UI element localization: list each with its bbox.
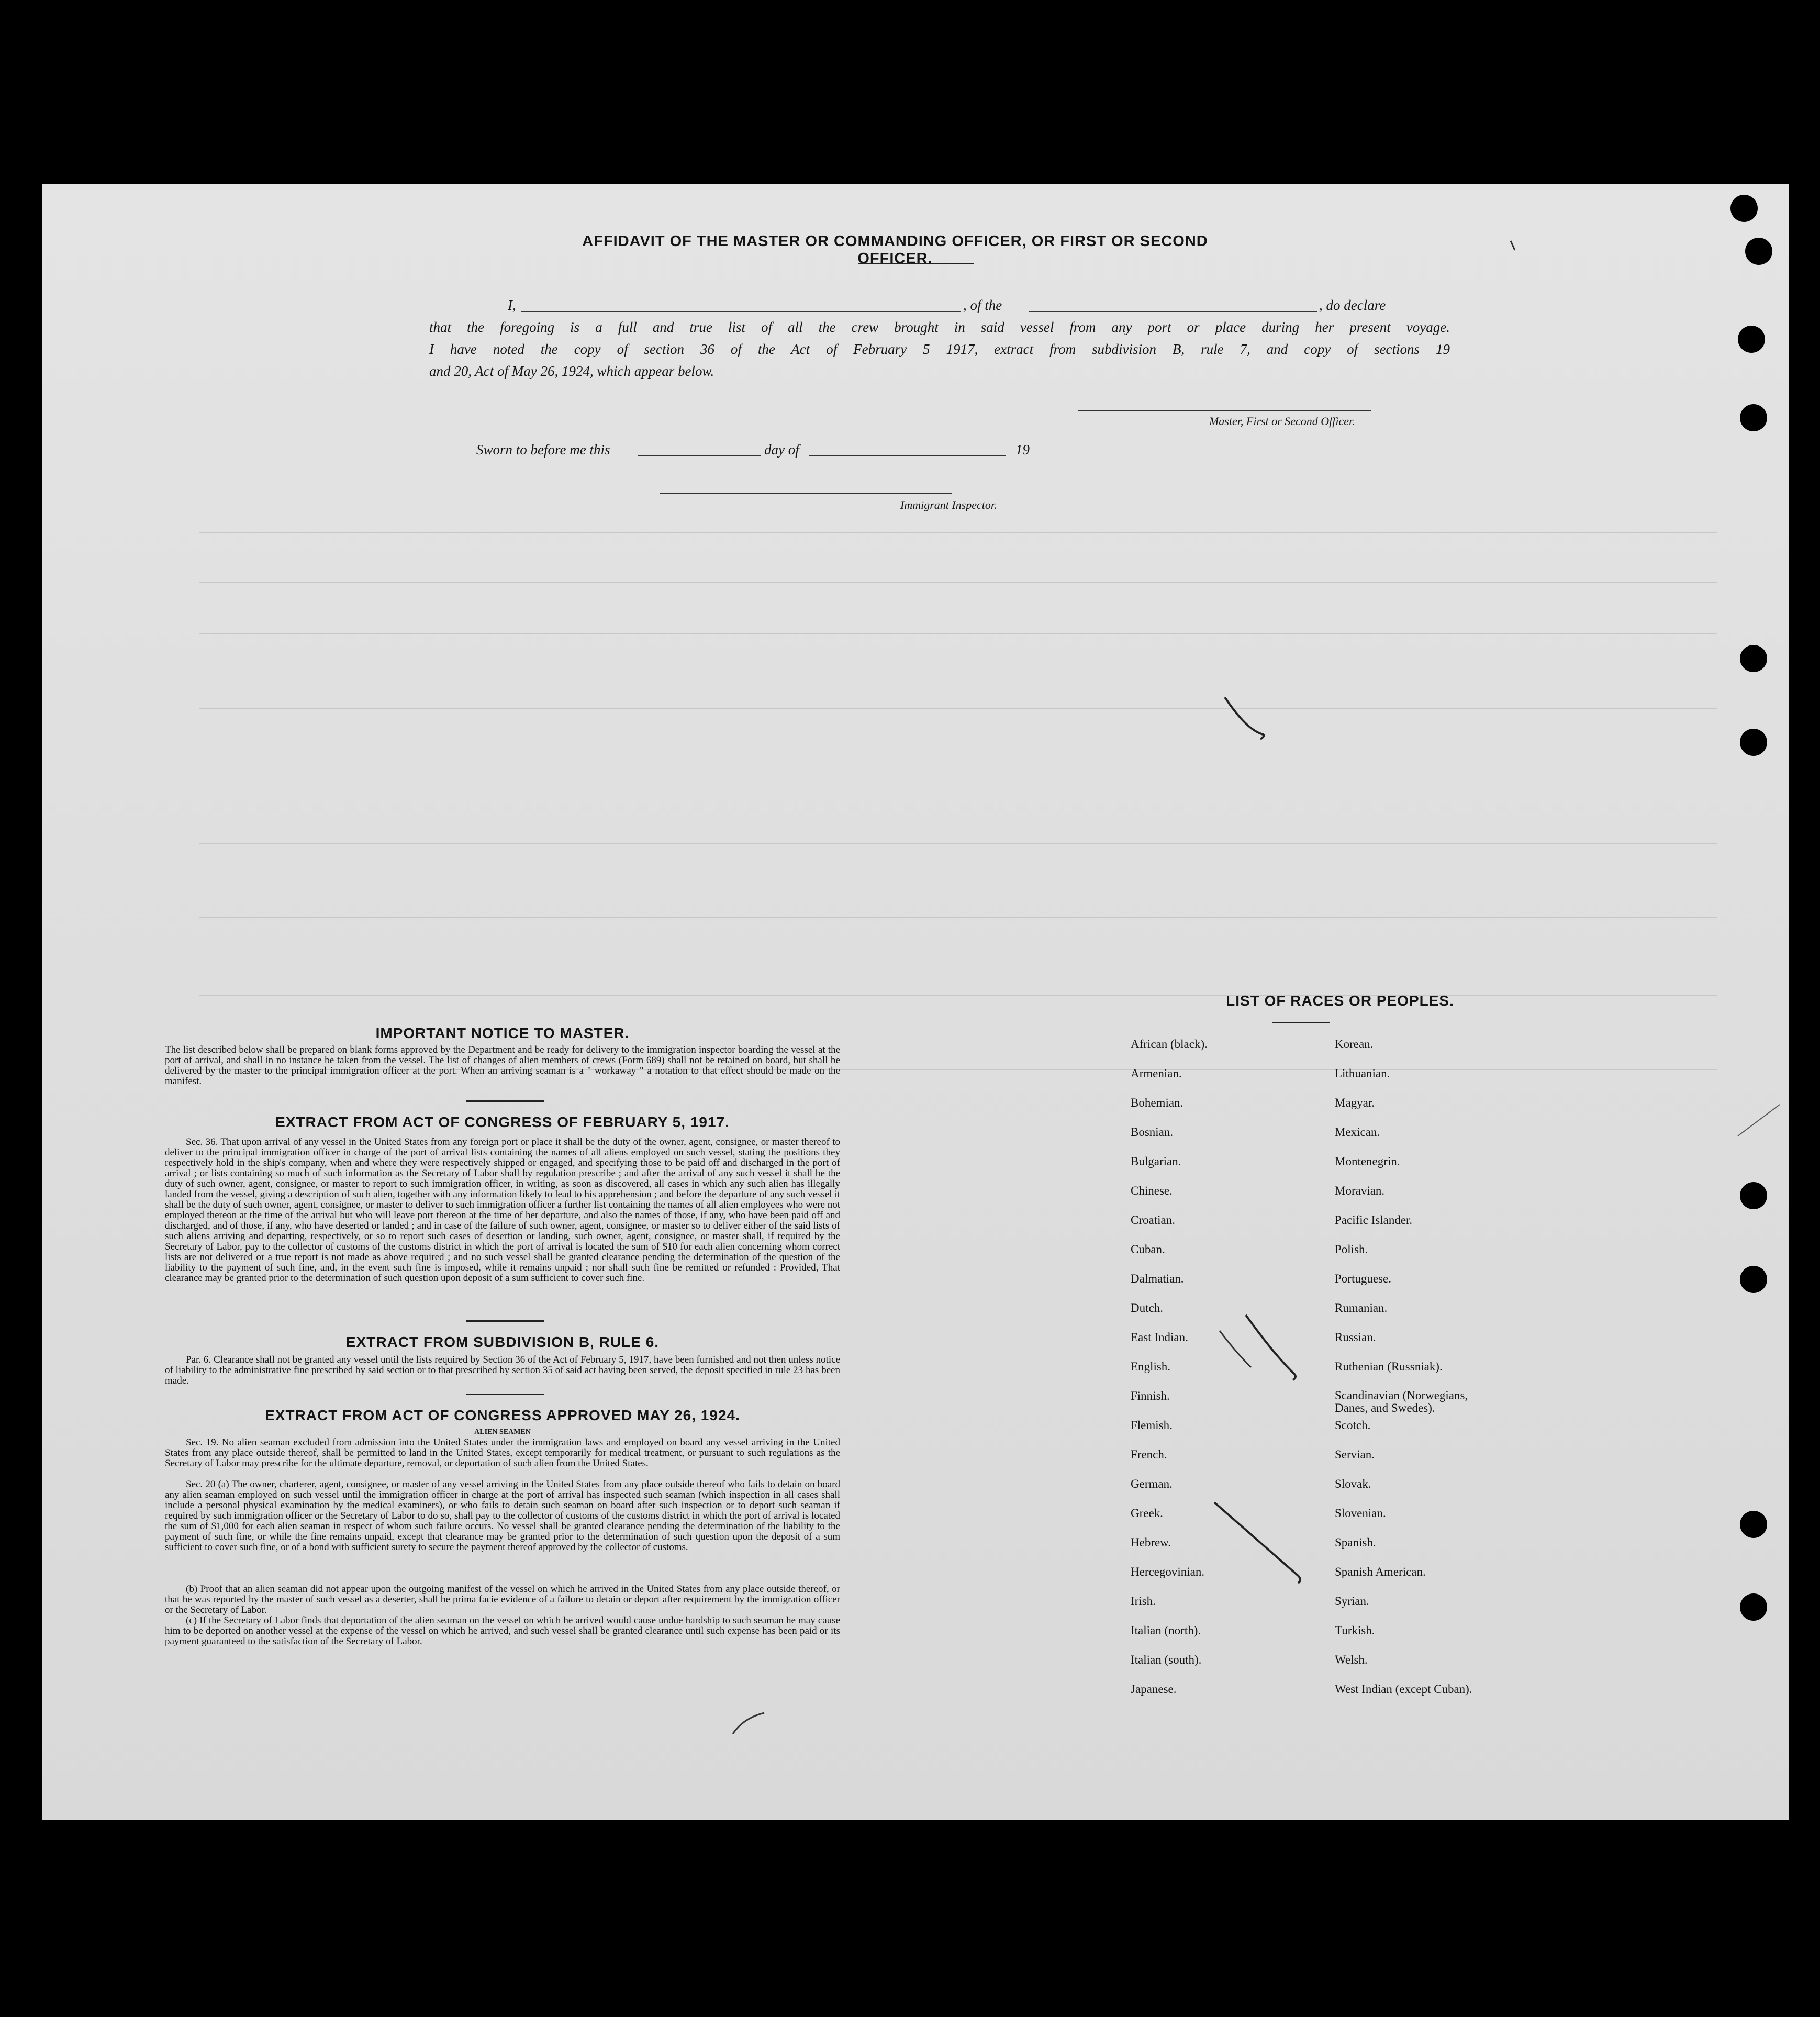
check-mark <box>1214 1502 1300 1583</box>
affidavit-of-the: , of the <box>963 297 1002 313</box>
race-right: Servian. <box>1335 1448 1375 1461</box>
race-left: Italian (north). <box>1131 1624 1201 1637</box>
race-right: Spanish American. <box>1335 1565 1426 1578</box>
race-right: Slovak. <box>1335 1477 1371 1490</box>
affidavit-line4: and 20, Act of May 26, 1924, which appear below. <box>429 363 714 379</box>
race-right: Rumanian. <box>1335 1301 1388 1314</box>
extract-1924-title: EXTRACT FROM ACT OF CONGRESS APPROVED MAY 26, 1924. <box>265 1407 740 1423</box>
affidavit-title: AFFIDAVIT OF THE MASTER OR COMMANDING OFFICER, OR FIRST OR SECOND OFFICER. <box>582 233 1208 267</box>
races-title: LIST OF RACES OR PEOPLES. <box>1226 993 1454 1009</box>
race-left: Dalmatian. <box>1131 1272 1184 1285</box>
inspector-label: Immigrant Inspector. <box>900 498 997 511</box>
race-left: African (black). <box>1131 1038 1208 1051</box>
race-right: Moravian. <box>1335 1184 1385 1197</box>
race-right: Scandinavian (Norwegians, Danes, and Swedes). <box>1335 1389 1468 1414</box>
race-right: Turkish. <box>1335 1624 1375 1637</box>
alien-seamen-subtitle: ALIEN SEAMEN <box>474 1428 531 1436</box>
race-right: Montenegrin. <box>1335 1155 1400 1168</box>
race-right: Welsh. <box>1335 1653 1368 1666</box>
race-right: Korean. <box>1335 1038 1374 1051</box>
affidavit-do-declare: , do declare <box>1319 297 1386 313</box>
race-left: Irish. <box>1131 1595 1156 1608</box>
pencil-stroke <box>1511 241 1515 250</box>
affidavit-line2: that the foregoing is a full and true list of all the crew brought in said vessel from any port or place during her present voyage. <box>429 319 1450 335</box>
sworn-text: Sworn to before me this <box>476 442 610 458</box>
subdivision-title: EXTRACT FROM SUBDIVISION B, RULE 6. <box>345 1334 660 1350</box>
year-prefix: 19 <box>1015 442 1030 458</box>
affidavit-i: I, <box>508 297 516 313</box>
pencil-marks <box>42 184 1789 1820</box>
race-right: Ruthenian (Russniak). <box>1335 1360 1443 1373</box>
affidavit-line3: I have noted the copy of section 36 of the Act of February 5 1917, extract from subdivision B, rule 7, and copy of sections 19 <box>429 341 1450 357</box>
race-right: Portuguese. <box>1335 1272 1391 1285</box>
race-left: French. <box>1131 1448 1167 1461</box>
race-left: Dutch. <box>1131 1301 1163 1314</box>
section-20c-text: (c) If the Secretary of Labor finds that deportation of the alien seaman on the vessel on which he arrived would cause undue hardship to such seaman he may cause him to be deported on another vessel at the expense of the vessel on which he arrived, and such vessel shall be granted clearance until such expense has been paid or its payment guaranteed to the satisfaction of the Secretary of Labor. <box>165 1615 840 1647</box>
manifest-page <box>42 184 1789 1820</box>
race-left: Bosnian. <box>1131 1125 1174 1139</box>
race-left: Flemish. <box>1131 1419 1173 1432</box>
race-right: Scotch. <box>1335 1419 1371 1432</box>
notice-body: The list described below shall be prepared on blank forms approved by the Department and be ready for delivery to the immigration inspector boarding the vessel at the port of arrival, and shall in no instance be taken from the vessel. The list of changes of alien members of crews (Form 689) shall not be retained on board, but shall be delivered by the master to the principal immigration officer at the port. When an arriving seaman is a " workaway " a notation to that effect should be made on the manifest. <box>165 1044 840 1087</box>
race-right: West Indian (except Cuban). <box>1335 1682 1472 1696</box>
check-mark <box>1220 1331 1251 1367</box>
section-20a-text: Sec. 20 (a) The owner, charterer, agent, consignee, or master of any vessel arriving in the United States from any place outside thereof who fails to detain on board any alien seaman employed on such vessel until the immigration officer in charge at the port of arrival has inspected such seaman (which inspection in all cases shall include a personal physical examination by the medical examiners), or who fails to detain such seaman on board after such inspection or to deport such seaman if required by such immigration officer or the Secretary of Labor to do so, shall pay to the collector of customs of the customs district in which the port of arrival is located the sum of $1,000 for each alien seaman in respect of whom such failure occurs. No vessel shall be granted clearance pending the determination of the liability to the payment of such fine, or while the fine remains unpaid, except that clearance may be granted prior to the determination of such question upon the deposit of a sum sufficient to cover such fine, or of a bond with sufficient surety to secure the payment thereof approved by the collector of customs. <box>165 1479 840 1553</box>
race-right: Slovenian. <box>1335 1507 1386 1520</box>
race-left: East Indian. <box>1131 1331 1188 1344</box>
race-right: Pacific Islander. <box>1335 1213 1413 1227</box>
race-right: Magyar. <box>1335 1096 1375 1109</box>
race-left: Greek. <box>1131 1507 1163 1520</box>
race-right: Russian. <box>1335 1331 1376 1344</box>
check-mark <box>1225 697 1264 739</box>
race-left: English. <box>1131 1360 1171 1373</box>
extract-1917-body: Sec. 36. That upon arrival of any vessel in the United States from any foreign port or place it shall be the duty of the owner, agent, consignee, or master thereof to deliver to the principal immigration officer in charge of the port of arrival lists containing the names of all aliens employed on such vessel, stating the positions they respectively hold in the ship's company, when and where they were respectively shipped or engaged, and specifying those to be paid off and discharged in the port of arrival ; or lists containing so much of such information as the Secretary of Labor shall by regulation prescribe ; and after the arrival of any such vessel it shall be the duty of such owner, agent, consignee, or master to report to such immigration officer, in writing, as soon as discovered, all cases in which any such alien has illegally landed from the vessel, giving a description of such alien, together with any information likely to lead to his apprehension ; and before the departure of any such vessel it shall be the duty of such owner, agent, consignee, or master to deliver to such immigration officer a further list containing the names of all alien employees who were not employed thereon at the time of the arrival but who will leave port thereon at the time of her departure, and also the names of those, if any, who have been paid off and discharged, and of those, if any, who have deserted or landed ; and in case of the failure of such owner, agent, consignee, or master so to deliver either of the said lists of such aliens arriving and departing, respectively, or so to report such cases of desertion or landing, such owner, agent, consignee, or master shall, if required by the Secretary of Labor, pay to the collector of customs of the customs district in which the port of arrival is located the sum of $10 for each alien concerning whom correct lists are not delivered or a true report is not made as above required ; and no such vessel shall be granted clearance pending the determination of the question of the liability to the payment of such fine, and, in the event such fine is imposed, while it remains unpaid ; nor shall such fine be remitted or refunded : Provided, That clearance may be granted prior to the determination of such question upon deposit of a sum sufficient to cover such fine. <box>165 1136 840 1284</box>
race-left: Bohemian. <box>1131 1096 1183 1109</box>
race-left: Finnish. <box>1131 1389 1170 1402</box>
day-of-text: day of <box>764 442 799 458</box>
race-left: Japanese. <box>1131 1682 1177 1696</box>
race-right: Polish. <box>1335 1243 1368 1256</box>
race-left: German. <box>1131 1477 1173 1490</box>
section-20b-text: (b) Proof that an alien seaman did not appear upon the outgoing manifest of the vessel on which he arrived in the United States from any place outside thereof, or that he was reported by the master of such vessel as a deserter, shall be prima facie evidence of a failure to detain or deport after requirement by the immigration officer or the Secretary of Labor. <box>165 1584 840 1615</box>
race-left: Hercegovinian. <box>1131 1565 1205 1578</box>
race-left: Armenian. <box>1131 1067 1182 1080</box>
race-left: Chinese. <box>1131 1184 1173 1197</box>
race-right: Spanish. <box>1335 1536 1376 1549</box>
subdivision-body: Par. 6. Clearance shall not be granted any vessel until the lists required by Section 36 of the Act of February 5, 1917, have been furnished and not then unless notice of liability to the administrative fine prescribed by said section or to that prescribed by section 35 of said act having been served, the deposit specified in rule 23 has been made. <box>165 1354 840 1386</box>
signer-label: Master, First or Second Officer. <box>1209 415 1355 428</box>
notice-title: IMPORTANT NOTICE TO MASTER. <box>375 1025 630 1041</box>
race-right: Mexican. <box>1335 1125 1380 1139</box>
race-right: Lithuanian. <box>1335 1067 1390 1080</box>
race-left: Bulgarian. <box>1131 1155 1181 1168</box>
pencil-stroke <box>733 1713 764 1734</box>
race-left: Hebrew. <box>1131 1536 1171 1549</box>
check-mark <box>1246 1315 1296 1380</box>
pencil-stroke <box>1738 1105 1780 1136</box>
section-19-text: Sec. 19. No alien seaman excluded from admission into the United States under the immigration laws and employed on board any vessel arriving in the United States from any place outside thereof, shall be permitted to land in the United States, except temporarily for medical treatment, or pursuant to such regulations as the Secretary of Labor may prescribe for the ultimate departure, removal, or deportation of such alien from the United States. <box>165 1437 840 1469</box>
extract-1917-title: EXTRACT FROM ACT OF CONGRESS OF FEBRUARY 5, 1917. <box>275 1114 730 1130</box>
race-right: Syrian. <box>1335 1595 1369 1608</box>
race-left: Cuban. <box>1131 1243 1165 1256</box>
race-left: Italian (south). <box>1131 1653 1202 1666</box>
race-left: Croatian. <box>1131 1213 1175 1227</box>
